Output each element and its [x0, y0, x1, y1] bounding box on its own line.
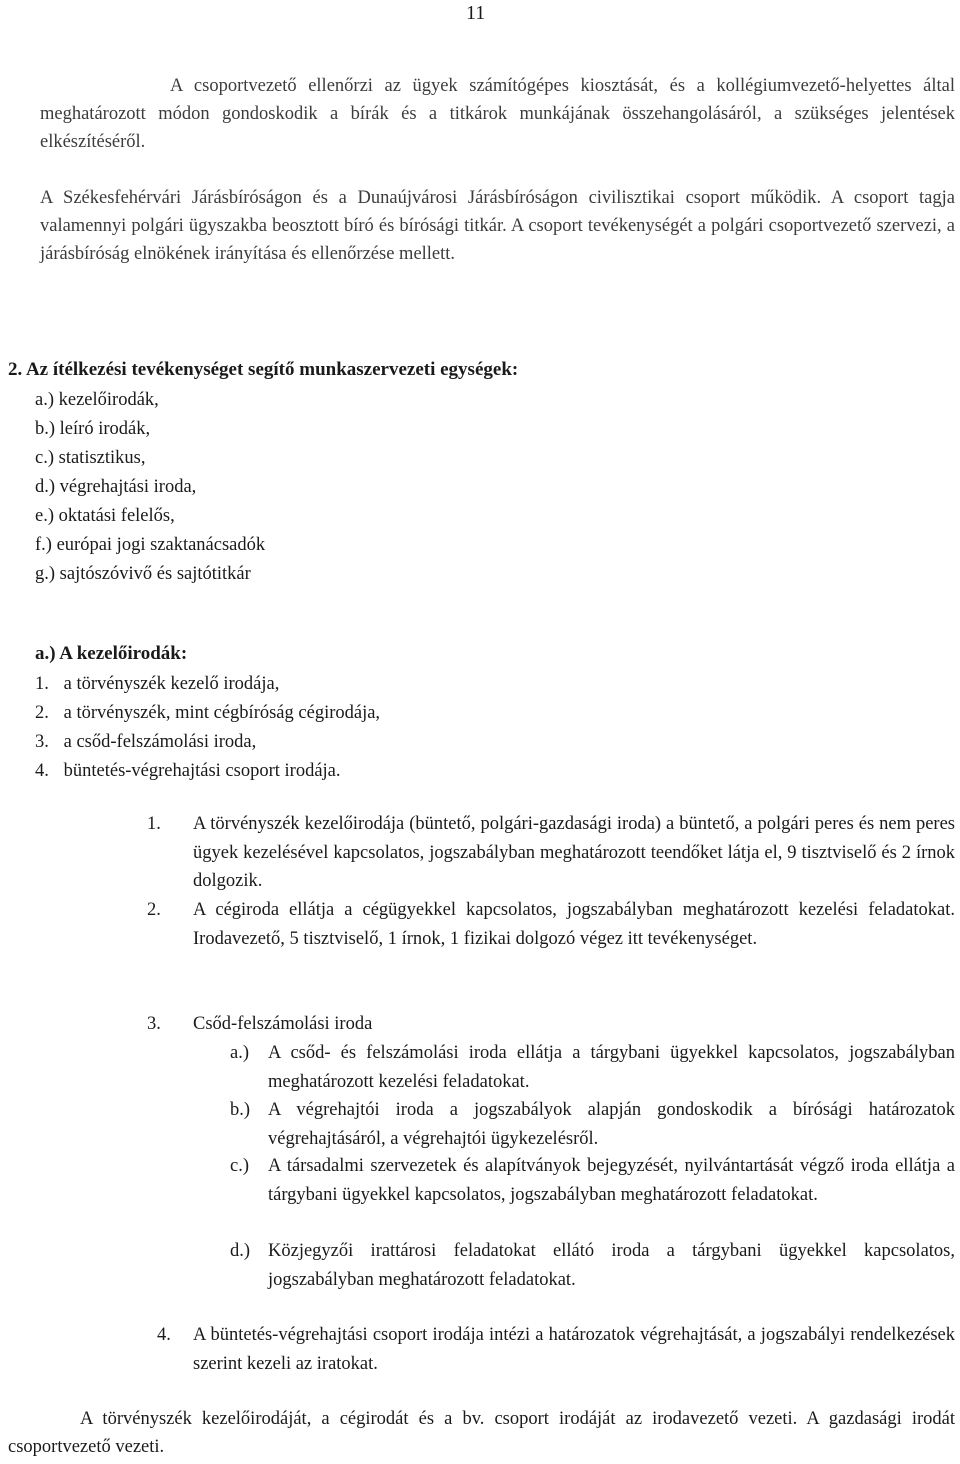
- list-item: b.) leíró irodák,: [35, 419, 151, 439]
- section-a-heading: a.) A kezelőirodák:: [35, 643, 188, 664]
- list-item: c.) statisztikus,: [35, 448, 146, 468]
- section-2-heading: 2. Az ítélkezési tevékenységet segítő munkaszervezeti egységek:: [8, 359, 519, 380]
- section-2-list: [35, 386, 265, 589]
- list-item: g.) sajtószóvivő és sajtótitkár: [35, 564, 251, 584]
- detail-item-1: 1. A törvényszék kezelőirodája (büntető, polgári-gazdasági iroda) a büntető, a polgári peres és nem peres ügyek kezelésével kapcsolatos, jogszabályban meghatározott teendőket látja el, 9 tisztviselő és 2 írnok dolgozik.: [147, 814, 955, 891]
- csod-subitem-b: b.) A végrehajtói iroda a jogszabályok alapján gondoskodik a bírósági határozatok végrehajtásáról, a végrehajtói ügykezelésről.: [230, 1100, 955, 1149]
- csod-subitem-d: d.) Közjegyzői irattárosi feladatokat ellátó iroda a tárgybani ügyekkel kapcsolatos, jogszabályban meghatározott feladatokat.: [230, 1241, 955, 1290]
- page-number: 11: [466, 2, 486, 24]
- list-item: f.) európai jogi szaktanácsadók: [35, 535, 266, 555]
- intro-paragraph-1: A csoportvezető ellenőrzi az ügyek számítógépes kiosztását, és a kollégiumvezető-helyettes által meghatározott módon gondoskodik a bírák és a titkárok munkájának összehangolásáról, a szükséges jelentések elkészítéséről.: [40, 76, 955, 152]
- intro-paragraph-2: A Székesfehérvári Járásbíróságon és a Dunaújvárosi Járásbíróságon civilisztikai csoport működik. A csoport tagja valamennyi polgári ügyszakba beosztott bíró és bírósági titkár. A csoport tevékenységét a polgári csoportvezető szervezi, a járásbíróság elnökének irányítása és ellenőrzése mellett.: [40, 188, 955, 264]
- section-a-list: [35, 670, 380, 786]
- closing-paragraph: A törvényszék kezelőirodáját, a cégirodát és a bv. csoport irodáját az irodavezető vezeti. A gazdasági irodát csoportvezető vezeti.: [8, 1409, 955, 1457]
- list-item: 2. a törvényszék, mint cégbíróság cégirodája,: [35, 703, 381, 723]
- list-item: e.) oktatási felelős,: [35, 506, 175, 526]
- list-item: 3. a csőd-felszámolási iroda,: [35, 732, 257, 752]
- detail-item-2: 2. A cégiroda ellátja a cégügyekkel kapcsolatos, jogszabályban meghatározott kezelési feladatokat. Irodavezető, 5 tisztviselő, 1 írnok, 1 fizikai dolgozó végez itt tevékenységet.: [147, 900, 955, 949]
- csod-subitem-c: c.) A társadalmi szervezetek és alapítványok bejegyzését, nyilvántartását végző iroda ellátja a tárgybani ügyekkel kapcsolatos, jogszabályban meghatározott feladatokat.: [230, 1156, 955, 1205]
- list-item: 1. a törvényszék kezelő irodája,: [35, 674, 280, 694]
- list-item: 4. büntetés-végrehajtási csoport irodája.: [35, 761, 341, 781]
- list-item: d.) végrehajtási iroda,: [35, 477, 197, 497]
- csod-subitem-a: a.) A csőd- és felszámolási iroda ellátja a tárgybani ügyekkel kapcsolatos, jogszabályban meghatározott kezelési feladatokat.: [230, 1043, 955, 1092]
- list-item: a.) kezelőirodák,: [35, 390, 159, 410]
- detail-item-3: 3. Csőd-felszámolási iroda: [147, 1014, 373, 1034]
- detail-item-4: 4. A büntetés-végrehajtási csoport irodája intézi a határozatok végrehajtását, a jogszabályi rendelkezések szerint kezeli az iratokat.: [157, 1325, 955, 1374]
